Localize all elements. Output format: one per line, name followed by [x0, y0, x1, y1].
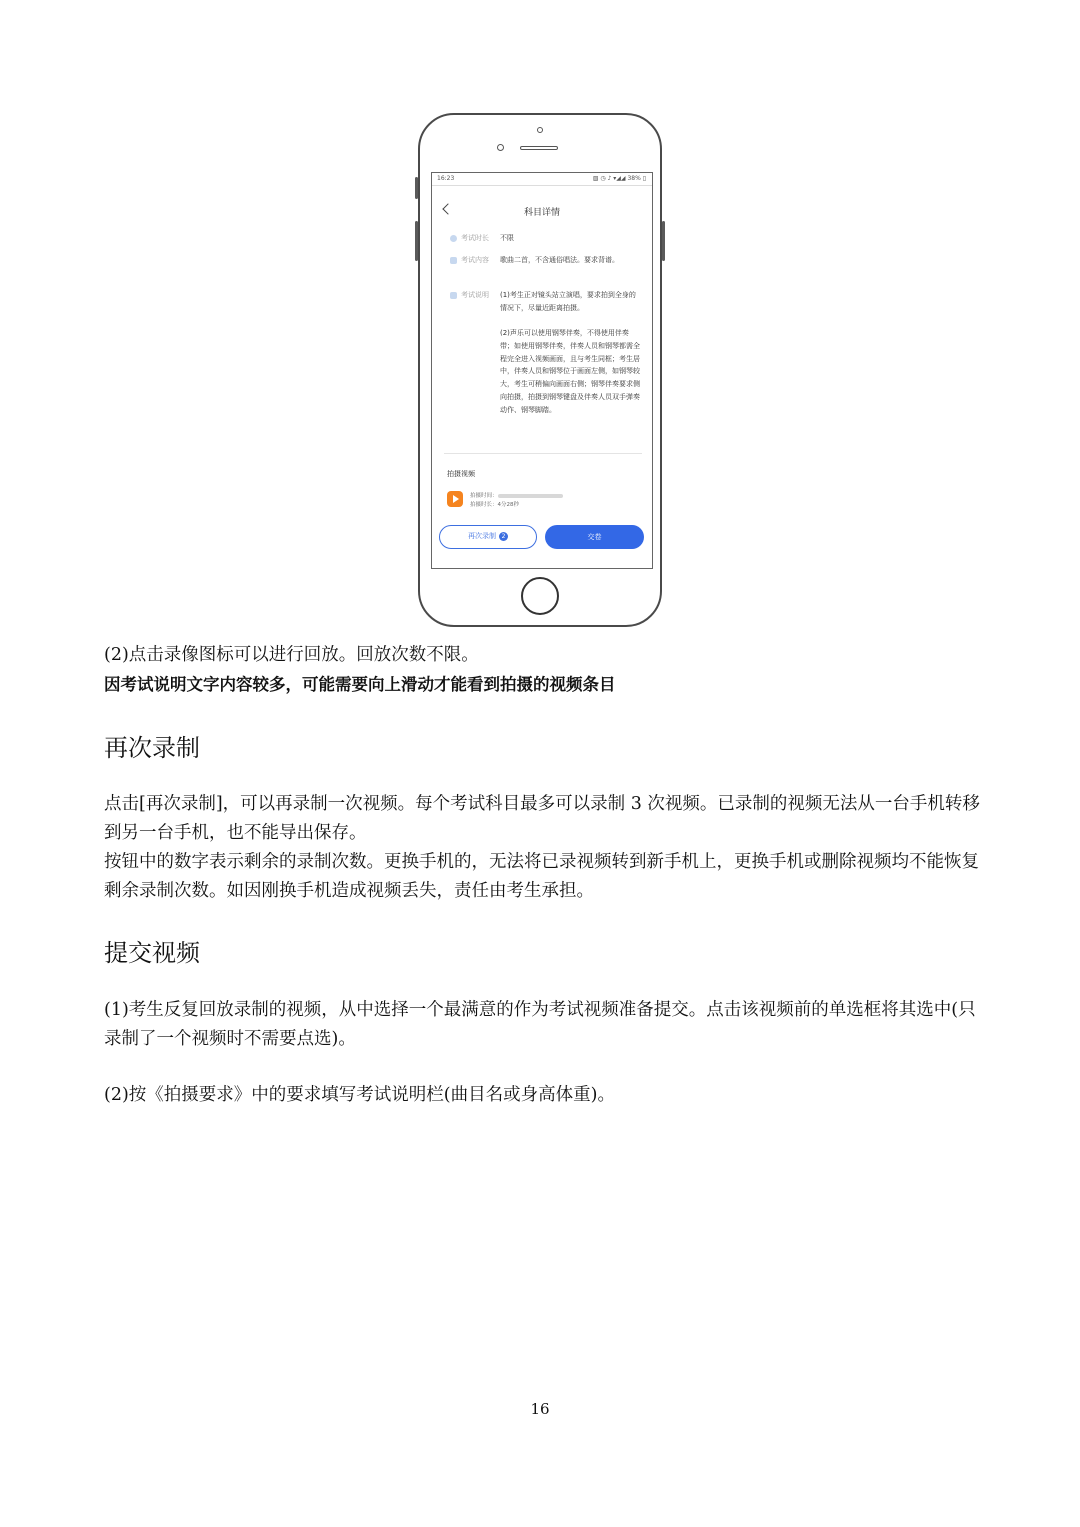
play-video-icon[interactable] — [447, 491, 463, 507]
divider — [444, 453, 642, 454]
status-bar — [432, 173, 652, 186]
video-length — [470, 500, 519, 508]
nav-bar — [432, 201, 652, 221]
retake-button[interactable] — [439, 525, 537, 549]
submit-paragraph-1: (1)考生反复回放录制的视频，从中选择一个最满意的作为考试视频准备提交。点击该视频前的单选框将其选中(只录制了一个视频时不需要点选)。 — [104, 1000, 976, 1049]
phone-speaker — [520, 146, 558, 150]
phone-screen — [431, 172, 653, 569]
status-time: 16:23 — [437, 175, 455, 182]
document-icon — [450, 292, 457, 299]
phone-home-button — [521, 577, 559, 615]
phone-power-button — [662, 221, 665, 261]
video-length-value: 4分28秒 — [497, 502, 520, 508]
page-number: 16 — [530, 1400, 550, 1418]
video-section-title: 拍摄视频 — [447, 470, 475, 478]
retake-label: 再次录制 — [468, 532, 496, 540]
content-label: 考试内容 — [461, 256, 489, 264]
submit-button[interactable]: 交卷 — [545, 525, 644, 549]
phone-camera — [497, 144, 504, 151]
duration-label: 考试时长 — [461, 234, 489, 242]
content-value: 歌曲二首，不含通俗唱法。要求背谱。 — [500, 256, 619, 264]
desc-value-2: (2)声乐可以使用钢琴伴奏，不得使用伴奏带；如使用钢琴伴奏，伴奏人员和钢琴都需全程完全进入视频画面，且与考生同框；考生居中，伴奏人员和钢琴位于画面左侧，如钢琴较大，考生可稍偏向画面右侧；钢琴伴奏要求侧向拍摄，拍摄到钢琴键盘及伴奏人员双手弹奏动作、钢琴脚踏。 — [500, 329, 640, 414]
video-time-label: 拍摄时间： — [470, 493, 498, 499]
clock-icon — [450, 235, 457, 242]
status-icons: ▧ ◷ ♪ ▾◢◢ 38% ▯ — [592, 175, 646, 182]
retake-paragraph-2: 按钮中的数字表示剩余的录制次数。更换手机的，无法将已录视频转到新手机上，更换手机或删除视频均不能恢复剩余录制次数。如因刚换手机造成视频丢失，责任由考生承担。 — [104, 852, 979, 901]
scroll-note: 因考试说明文字内容较多，可能需要向上滑动才能看到拍摄的视频条目 — [104, 675, 616, 694]
heading-submit: 提交视频 — [104, 939, 200, 967]
phone-side-button — [415, 177, 418, 199]
phone-sensor — [537, 127, 543, 133]
replay-note: (2)点击录像图标可以进行回放。回放次数不限。 — [104, 645, 479, 665]
phone-mockup — [418, 113, 662, 627]
video-length-label: 拍摄时长： — [470, 502, 498, 508]
desc-label: 考试说明 — [461, 291, 489, 299]
retake-count-badge: 2 — [499, 532, 508, 541]
duration-value: 不限 — [500, 234, 514, 242]
document-icon — [450, 257, 457, 264]
retake-paragraph-1: 点击[再次录制]，可以再录制一次视频。每个考试科目最多可以录制 3 次视频。已录制的视频无法从一台手机转移到另一台手机，也不能导出保存。 — [104, 794, 980, 843]
phone-volume-button — [415, 221, 418, 261]
blurred-timestamp — [498, 494, 563, 498]
submit-paragraph-2: (2)按《拍摄要求》中的要求填写考试说明栏(曲目名或身高体重)。 — [104, 1085, 615, 1105]
heading-retake: 再次录制 — [104, 734, 200, 762]
desc-value-1: (1)考生正对镜头站立演唱，要求拍到全身的情况下，尽量近距离拍摄。 — [500, 291, 636, 312]
screen-title: 科目详情 — [523, 208, 560, 218]
video-time — [470, 491, 563, 499]
